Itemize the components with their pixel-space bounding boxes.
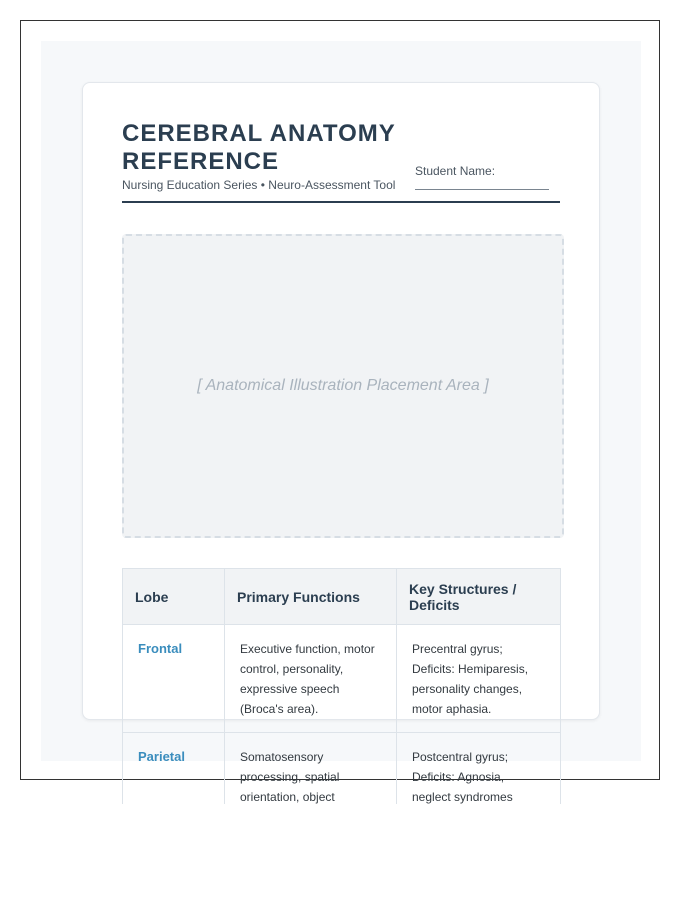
column-header-functions: Primary Functions xyxy=(225,569,397,625)
lobe-functions: Executive function, motor control, personality, expressive speech (Broca's area). xyxy=(225,625,397,733)
student-name-label: Student Name: xyxy=(415,164,496,178)
table-row xyxy=(123,625,561,733)
student-name-field[interactable] xyxy=(415,164,549,190)
lobe-name: Frontal xyxy=(123,625,225,733)
column-header-structures: Key Structures / Deficits xyxy=(397,569,561,625)
page-title: CEREBRAL ANATOMY REFERENCE xyxy=(122,120,396,175)
table-row xyxy=(123,733,561,805)
lobe-table xyxy=(122,568,561,804)
lobe-name: Parietal xyxy=(123,733,225,805)
illustration-placeholder xyxy=(122,234,564,538)
student-name-line[interactable] xyxy=(415,189,549,190)
document-header xyxy=(122,120,560,203)
lobe-table-container xyxy=(122,568,562,804)
page-subtitle: Nursing Education Series • Neuro-Assessment Tool xyxy=(122,178,396,192)
lobe-structures: Postcentral gyrus; Deficits: Agnosia, neglect syndromes xyxy=(397,733,561,805)
table-header-row xyxy=(123,569,561,625)
lobe-structures: Precentral gyrus; Deficits: Hemiparesis, personality changes, motor aphasia. xyxy=(397,625,561,733)
illustration-placeholder-text: [ Anatomical Illustration Placement Area ] xyxy=(197,377,489,394)
lobe-functions: Somatosensory processing, spatial orientation, object xyxy=(225,733,397,805)
column-header-lobe: Lobe xyxy=(123,569,225,625)
